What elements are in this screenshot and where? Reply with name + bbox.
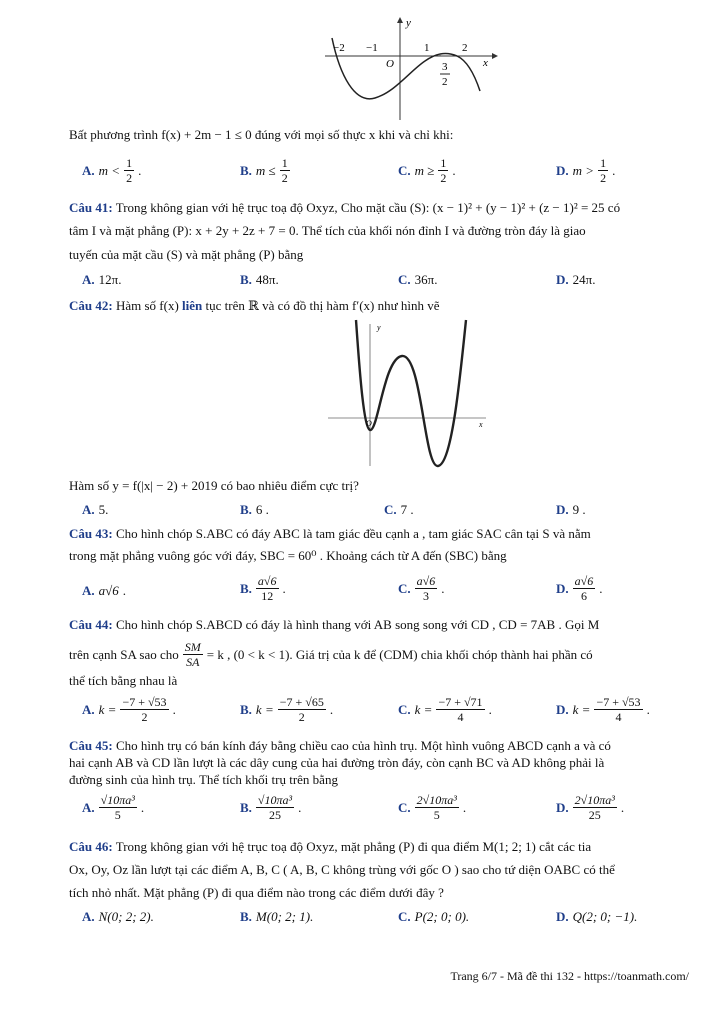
x-label: x <box>479 420 483 429</box>
q41-line1: Câu 41: Trong không gian với hệ trục toạ độ Oxyz, Cho mặt cầu (S): (x − 1)² + (y − 1)² + (z − 1)² = 25 có <box>69 200 621 215</box>
q46-line3: tích nhỏ nhất. Mặt phẳng (P) đi qua điểm nào trong các điểm dưới đây ? <box>69 885 444 900</box>
q46-line2: Ox, Oy, Oz lần lượt tại các điểm A, B, C ( A, B, C không trùng với gốc O ) sao cho tứ diện OABC có thể <box>69 862 615 877</box>
q41-option-b[interactable]: B. 48π. <box>240 272 279 287</box>
q42-line2: Hàm số y = f(|x| − 2) + 2019 có bao nhiêu điểm cực trị? <box>69 478 359 493</box>
tick-frac-den: 2 <box>442 76 448 88</box>
q46-line1: Câu 46: Trong không gian với hệ trục toạ độ Oxyz, mặt phẳng (P) đi qua điểm M(1; 2; 1) cắt các tia <box>69 839 592 854</box>
page-footer: Trang 6/7 - Mã đề thi 132 - https://toanmath.com/ <box>450 969 689 983</box>
q46-option-b[interactable]: B. M(0; 2; 1). <box>240 909 314 924</box>
q42-option-c[interactable]: C. 7 . <box>384 502 414 517</box>
q45-option-b[interactable]: B. $\frac{\text{√10πa³}}{25}$ . <box>240 793 302 822</box>
tick-1: 1 <box>424 42 430 54</box>
q44-option-b[interactable]: B. k = $\frac{-7 + √65}{2}$ . <box>240 695 334 724</box>
q44-option-c[interactable]: C. k = $\frac{-7 + √71}{4}$ . <box>398 695 492 724</box>
q46-options <box>0 909 725 939</box>
q45-option-d[interactable]: D. $\frac{\text{2√10πa³}}{25}$ . <box>556 793 625 822</box>
q43-options <box>0 574 725 610</box>
q40-option-b[interactable]: B. m ≤ $\frac{1}{2}$ <box>240 156 288 185</box>
q46-option-a[interactable]: A. N(0; 2; 2). <box>82 909 154 924</box>
q43-option-c[interactable]: C. $\frac{a√6}{3}$ . <box>398 574 445 603</box>
q40-options <box>0 156 725 186</box>
cubic-graph <box>320 16 500 122</box>
y-label: y <box>406 17 411 29</box>
q41-line2: tâm I và mặt phẳng (P): x + 2y + 2z + 7 = 0. Thể tích của khối nón đỉnh I và đường tròn đáy là giao <box>69 223 586 238</box>
q45-line2: hai cạnh AB và CD lần lượt là các dây cung của hai đường tròn đáy, còn cạnh BC và AD không phải là <box>69 755 605 770</box>
q43-option-d[interactable]: D. $\frac{a√6}{6}$ . <box>556 574 603 603</box>
x-label: x <box>483 57 488 69</box>
q42-option-a[interactable]: A. 5. <box>82 502 109 517</box>
tick-2: 2 <box>462 42 468 54</box>
tick-minus2: −2 <box>333 42 345 54</box>
q45-option-a[interactable]: A. $\frac{\text{√10πa³}}{5}$ . <box>82 793 145 822</box>
q44-options <box>0 695 725 731</box>
q42-option-d[interactable]: D. 9 . <box>556 502 586 517</box>
q46-option-c[interactable]: C. P(2; 0; 0). <box>398 909 470 924</box>
q41-option-a[interactable]: A. 12π. <box>82 272 122 287</box>
origin-label: O <box>366 419 372 428</box>
derivative-graph <box>326 318 494 470</box>
q40-option-d[interactable]: D. m > $\frac{1}{2}$ . <box>556 156 616 185</box>
q45-option-c[interactable]: C. $\frac{\text{2√10πa³}}{5}$ . <box>398 793 467 822</box>
q43-option-a[interactable]: A. a√6 . <box>82 583 127 598</box>
q43-line1: Câu 43: Cho hình chóp S.ABC có đáy ABC là tam giác đều cạnh a , tam giác SAC cân tại S và nằm <box>69 526 591 541</box>
q42-option-b[interactable]: B. 6 . <box>240 502 269 517</box>
q41-option-c[interactable]: C. 36π. <box>398 272 438 287</box>
q44-line1: Câu 44: Cho hình chóp S.ABCD có đáy là hình thang với AB song song với CD , CD = 7AB . Gọi M <box>69 617 600 632</box>
q43-line2: trong mặt phẳng vuông góc với đáy, SBC = 60⁰ . Khoảng cách từ A đến (SBC) bằng <box>69 548 507 563</box>
tick-minus1: −1 <box>366 42 378 54</box>
origin-label: O <box>386 58 394 70</box>
q44-option-d[interactable]: D. k = $\frac{-7 + √53}{4}$ . <box>556 695 650 724</box>
q40-stem: Bất phương trình f(x) + 2m − 1 ≤ 0 đúng với mọi số thực x khi và chỉ khi: <box>69 127 454 142</box>
q40-option-a[interactable]: A. m < $\frac{1}{2}$ . <box>82 156 142 185</box>
q42-line1: Câu 42: Hàm số f(x) liên tục trên ℝ và có đồ thị hàm f′(x) như hình vẽ <box>69 298 440 313</box>
q45-options <box>0 793 725 829</box>
q44-line3: thể tích bằng nhau là <box>69 673 178 688</box>
q43-option-b[interactable]: B. $\frac{a√6}{12}$ . <box>240 574 286 603</box>
tick-frac-num: 3 <box>442 61 448 73</box>
q41-option-d[interactable]: D. 24π. <box>556 272 596 287</box>
q40-option-c[interactable]: C. m ≥ $\frac{1}{2}$ . <box>398 156 456 185</box>
q45-line3: đường sinh của hình trụ. Thể tích khối trụ trên bằng <box>69 772 338 787</box>
q44-option-a[interactable]: A. k = $\frac{-7 + √53}{2}$ . <box>82 695 176 724</box>
q44-line2: trên cạnh SA sao cho $\frac{SM}{SA}$ = k , (0 < k < 1). Giá trị của k để (CDM) chia khối chóp thành hai phần có <box>69 639 593 669</box>
q46-option-d[interactable]: D. Q(2; 0; −1). <box>556 909 638 924</box>
q45-line1: Câu 45: Cho hình trụ có bán kính đáy bằng chiều cao của hình trụ. Một hình vuông ABCD cạnh a và có <box>69 738 611 753</box>
y-label: y <box>377 323 381 332</box>
q41-line3: tuyến của mặt cầu (S) và mặt phẳng (P) bằng <box>69 247 304 262</box>
